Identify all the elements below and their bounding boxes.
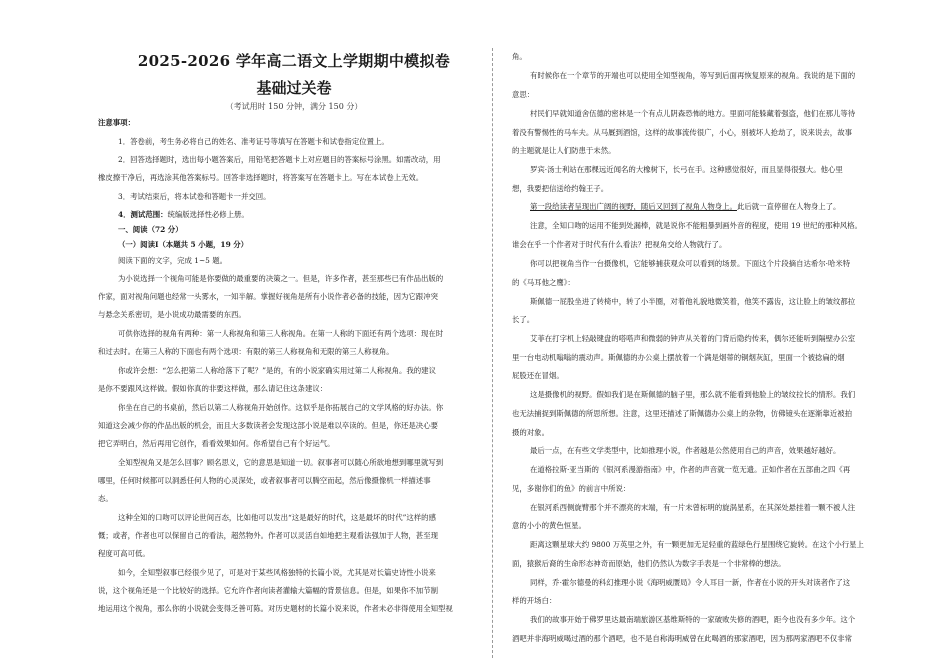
passage-line: 艾菲在打字机上轻敲键盘的嗒嗒声和微弱的钟声从关着的门背后隐约传来，偶尔还能听到隔壁办公室 xyxy=(530,334,856,343)
passage-line: 在道格拉斯·亚当斯的《银河系漫游指南》中，作者的声音就一览无遗。正如作者在五部曲之四《再 xyxy=(530,465,851,474)
passage-line: 是你不要跟风这样做。假如你真的非要这样做，那么请记住这条建议： xyxy=(98,384,328,393)
passage-line: 可供你选择的视角有两种：第一人称视角和第三人称视角。在第一人称的下面还有两个选项：现在时 xyxy=(118,329,444,338)
passage-line: 的《马耳他之鹰》： xyxy=(512,278,575,287)
passage-line: 你或许会想：“怎么把第二人称给落下了呢？”是的，有的小说家确实用过第二人称视角。我的建议 xyxy=(118,366,436,375)
passage-line: 有时候你在一个章节的开端也可以使用全知型视角，等写到后面再恢复原来的视角。我说的是下面的 xyxy=(530,71,856,80)
scope-line xyxy=(118,210,249,220)
notice-line: 2．回答选择题时，选出每小题答案后，用铅笔把答题卡上对应题目的答案标号涂黑。如需改动，用 xyxy=(118,155,441,164)
passage-line: 慨；或者，作者也可以保留自己的看法，超然物外。作者可以灵活自如地把主观看法强加于人物，甚至现 xyxy=(98,531,438,540)
passage-line: 酒吧并非海明威喝过酒的那个酒吧，也不是自称海明威曾在此喝酒的那家酒吧，因为那两家酒吧不仅非常 xyxy=(512,634,852,643)
passage-line: 态。 xyxy=(98,494,113,503)
subsection-heading: （一）阅读Ⅰ（本题共 5 小题，19 分） xyxy=(118,240,249,249)
underlined-sentence: 第一段给读者呈现出广阔的视野，随后又回到了视角人物身上。 xyxy=(530,202,737,211)
passage-line: 意思： xyxy=(512,90,535,99)
exam-title: 2025-2026 学年高二语文上学期期中模拟卷 xyxy=(137,52,451,70)
section-heading: 一、阅读（72 分） xyxy=(118,225,183,234)
passage-line: 全知型视角又是怎么回事？顾名思义，它的意思是知道一切。叙事者可以随心所欲地想到哪里就写到 xyxy=(118,458,444,467)
column-divider xyxy=(492,48,493,658)
passage-line: 的主题就是让人们防患于未然。 xyxy=(512,146,616,155)
passage-line: 斯佩德一屁股坐进了转椅中，转了小半圈，对着他礼貌地微笑着，他笑不露齿，这让脸上的皱纹都拉 xyxy=(530,297,856,306)
notice-line: 橡皮擦干净后，再选涂其他答案标号。回答非选择题时，将答案写在答题卡上。写在本试卷上无效。 xyxy=(98,173,424,182)
passage-line: 知道这会减少你的作品出版的机会，而且大多数读者会发现这部小说是难以卒读的。但是，你还是决心要 xyxy=(98,421,438,430)
instruction-line: 阅读下面的文字，完成 1~5 题。 xyxy=(118,256,227,265)
passage-line: 作家，面对视角问题也经常一头雾水，一知半解。掌握好视角是所有小说作者必备的技能，因为它跟冲突 xyxy=(98,292,438,301)
passage-line: 说，这个视角还是一个比较好的选择。它允许作者向读者灌输大篇幅的背景信息。但是，如果你不加节制 xyxy=(98,586,438,595)
passage-line: 程度可高可低。 xyxy=(98,549,150,558)
scope-text: 统编版选择性必修上册。 xyxy=(167,210,249,219)
highlight-line xyxy=(530,202,840,212)
passage-line: 见，多谢你们的鱼》的前言中所说： xyxy=(512,484,631,493)
passage-line: 长了。 xyxy=(512,315,535,324)
passage-line: 这是摄像机的视野。假如我们是在斯佩德的脑子里，那么就不能看到他脸上的皱纹拉长的情形。我们 xyxy=(530,390,856,399)
passage-line: 面，猿猴后裔的生命形态神奇而原始，他们仍然认为数字手表是一个非常棒的想法。 xyxy=(512,559,786,568)
passage-line: 与悬念关系密切，是小说成功最需要的东西。 xyxy=(98,310,246,319)
passage-line: 你坐在自己的书桌前，然后以第二人称视角开始创作。这似乎是你拓展自己的文学风格的好办法。你 xyxy=(118,403,444,412)
passage-line: 在银河系西侧旋臂那个并不漂亮的末端，有一片未曾标明的旋涡星系，在其深处悬挂着一颗不被人注 xyxy=(530,503,856,512)
notice-line: 1．答卷前，考生务必将自己的姓名、准考证号等填写在答题卡和试卷指定位置上。 xyxy=(118,137,389,146)
passage-line: 为小说选择一个视角可能是你要做的最重要的决策之一。但是，许多作者，甚至那些已有作品出版的 xyxy=(118,274,444,283)
passage-line: 摄的对象。 xyxy=(512,428,549,437)
passage-line: 最后一点，在有些文学类型中，比如推理小说，作者越是公然使用自己的声音，效果越好越好。 xyxy=(530,446,841,455)
passage-line: 我们的故事开始于佛罗里达最南端旅游区基维斯特的一家破败失修的酒吧，距今也没有多少年。这个 xyxy=(530,615,856,624)
passage-line: 里一台电动机嗡嗡的震动声。斯佩德的办公桌上摆放着一个满是烟蒂的铜烟灰缸，里面一个被捻扁的烟 xyxy=(512,353,845,362)
passage-line: 你可以把视角当作一台摄像机，它能够捕获观众可以看到的场景。下面这个片段摘自达希尔·哈米特 xyxy=(530,259,851,268)
notice-title: 注意事项： xyxy=(98,118,135,127)
passage-line: 距离这颗星球大约 9800 万英里之外，有一颗更加无足轻重的蓝绿色行星围绕它旋转。在这个小行星上 xyxy=(530,540,864,549)
passage-line: 罗宾·汤士利站在那棵远近闻名的大橡树下，长弓在手。这种感觉很好，而且显得很强大。他心里 xyxy=(530,165,843,174)
passage-line: 同样，乔·霍尔德曼的科幻推理小说《海明威赝局》令人耳目一新，作者在小说的开头对读者作了这 xyxy=(530,578,851,587)
passage-line: 注意，全知口吻的运用不能到处漏棒，就是说你不能粗暴到画外音的程度，使用 19 世纪的那种风格。 xyxy=(530,221,862,230)
passage-line: 把它弄明白，然后再用它创作，看看效果如何。你希望自己有个好运气。 xyxy=(98,439,335,448)
passage-line: 这种全知的口吻可以评论世间百态，比如他可以发出“这是最好的时代，这是最坏的时代”这样的感 xyxy=(118,513,436,522)
passage-line: 村民们早就知道舍伍德的密林是一个有点儿阴森恐怖的地方。里面可能躲藏着强盗，他们在那儿等待 xyxy=(530,109,856,118)
passage-line: 角。 xyxy=(512,52,527,61)
passage-line: 谁会在乎一个作者对于时代有什么看法？把视角交给人物就行了。 xyxy=(512,240,727,249)
passage-line: 和过去时。在第三人称的下面也有两个选项：有限的第三人称视角和无限的第三人称视角。 xyxy=(98,347,394,356)
passage-line: 样的开场白： xyxy=(512,596,557,605)
passage-line: 地运用这个视角，那么你的小说就会变得乏善可陈。对历史题材的长篇小说来说，作者未必非得使用全知型视 xyxy=(98,604,453,613)
notice-line: 3．考试结束后，将本试卷和答题卡一并交回。 xyxy=(118,192,271,201)
passage-line: 想，我要把信送给约翰王子。 xyxy=(512,184,609,193)
passage-line: 屁股还在冒烟。 xyxy=(512,371,564,380)
passage-line: 着没有警惕性的马车夫。从马厩到酒馆，这样的故事流传很广，小心，别被坏人抢劫了，说来说去，故事 xyxy=(512,128,852,137)
exam-time-note: （考试用时 150 分钟，满分 150 分） xyxy=(225,102,363,111)
passage-line: 如今，全知型叙事已经很少见了，可是对于某些风格独特的长篇小说，尤其是对长篇史诗性小说来 xyxy=(118,568,436,577)
exam-subtitle: 基础过关卷 xyxy=(256,79,332,97)
passage-line: 意的小小的黄色恒星。 xyxy=(512,521,586,530)
sentence-tail: 此后就一直停留在人物身上了。 xyxy=(736,202,841,211)
passage-line: 哪里，任何时候都可以洞悉任何人物的心灵深处，或者叙事者可以腾空而起，然后像摄像机一样描述事 xyxy=(98,476,431,485)
passage-line: 也无法捕捉到斯佩德的所思所想。注意，这里还描述了斯佩德办公桌上的杂物，仿佛镜头在逐渐靠近被拍 xyxy=(512,409,852,418)
scope-label: 4．测试范围： xyxy=(118,210,168,219)
